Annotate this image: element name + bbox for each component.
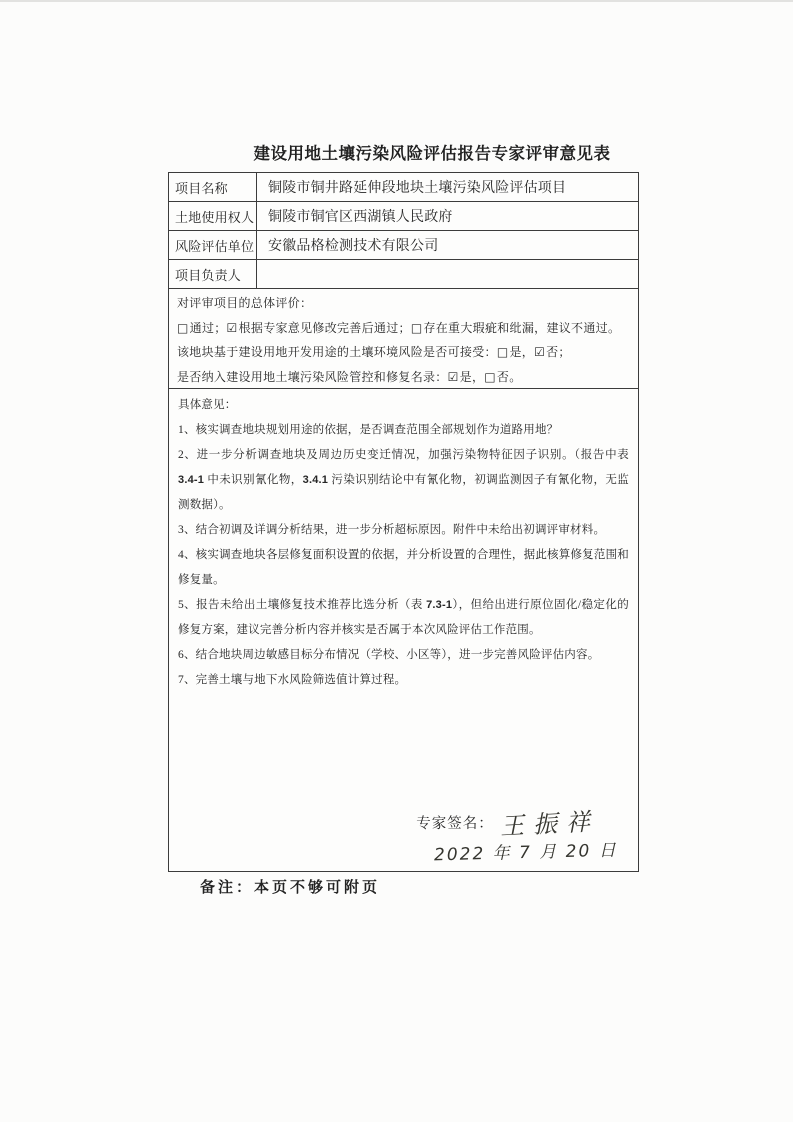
opinion-item: 6、结合地块周边敏感目标分布情况（学校、小区等），进一步完善风险评估内容。 (178, 649, 600, 661)
opinion-item: 5、报告未给出土壤修复技术推荐比选分析（表 7.3-1），但给出进行原位固化/稳定化的修复方案，建议完善分析内容并核实是否属于本次风险评估工作范围。 (178, 599, 629, 636)
signature-block (416, 807, 619, 868)
opinion-item: 4、核实调查地块各层修复面积设置的依据，并分析设置的合理性，据此核算修复范围和修复量。 (178, 549, 629, 586)
checkbox-fail-unchecked-icon: □ (410, 320, 423, 335)
signature-date-handwriting: 2022 年 7 月 20 日 (434, 840, 619, 866)
expert-signature-handwriting: 王振祥 (499, 807, 600, 841)
checkbox-registry-no-unchecked-icon: □ (484, 369, 496, 384)
risk-yes-label: 是， (509, 345, 535, 359)
expert-signature-label: 专家签名： (416, 816, 494, 832)
table-row-land-user (169, 202, 638, 231)
assessment-unit-value: 安徽品格检测技术有限公司 (268, 239, 439, 254)
land-user-label: 土地使用权人 (169, 202, 257, 230)
verdict-option-fail-label: 存在重大瑕疵和纰漏，建议不通过。 (423, 320, 621, 335)
opinion-item: 3、结合初调及详调分析结果，进一步分析超标原因。附件中未给出初调评审材料。 (178, 524, 606, 536)
verdict-option-conditional-pass-label: 根据专家意见修改完善后通过； (238, 320, 411, 335)
table-row-project-name (169, 173, 638, 202)
verdict-option-pass (177, 321, 227, 335)
risk-no-label: 否； (546, 345, 571, 359)
opinions-heading: 具体意见： (178, 399, 237, 411)
opinion-item: 2、进一步分析调查地块及周边历史变迁情况，加强污染物特征因子识别。（报告中表 3.4-1 中未识别氰化物，3.4.1 污染识别结论中有氰化物，初调监测因子有氰化物，无监测数据）。 (178, 449, 629, 511)
opinions-list (178, 418, 629, 693)
footer-note: 备注：本页不够可附页 (200, 880, 381, 896)
risk-acceptable-line (177, 340, 630, 365)
registry-no-label: 否。 (496, 369, 522, 384)
project-leader-label: 项目负责人 (169, 260, 257, 288)
overall-evaluation-cell (169, 289, 638, 389)
land-user-value: 铜陵市铜官区西湖镇人民政府 (268, 210, 453, 225)
overall-verdict-line (177, 316, 630, 341)
opinion-item: 7、完善土壤与地下水风险筛选值计算过程。 (178, 674, 407, 686)
checkbox-risk-yes-unchecked-icon: □ (496, 345, 509, 359)
page-title: 建设用地土壤污染风险评估报告专家评审意见表 (253, 144, 611, 163)
verdict-option-conditional-pass (227, 321, 411, 335)
project-name-value: 铜陵市铜井路延伸段地块土壤污染风险评估项目 (268, 181, 567, 196)
checkbox-pass-unchecked-icon: □ (177, 320, 189, 335)
table-row-assessment-unit (169, 231, 638, 260)
checkbox-risk-no-checked-icon: ☑ (534, 345, 546, 359)
registry-question: 是否纳入建设用地土壤污染风险管控和修复名录： (177, 369, 448, 384)
signature-row (416, 807, 618, 841)
project-name-label: 项目名称 (169, 173, 257, 201)
project-leader-value (257, 260, 638, 288)
verdict-option-fail (411, 321, 620, 335)
overall-evaluation-heading: 对评审项目的总体评价： (177, 296, 313, 310)
registry-yes-label: 是， (459, 369, 485, 384)
registry-inclusion-line (177, 365, 630, 390)
risk-acceptable-question: 该地块基于建设用地开发用途的土壤环境风险是否可接受： (177, 345, 497, 359)
checkbox-conditional-pass-checked-icon: ☑ (226, 320, 238, 335)
checkbox-registry-yes-checked-icon: ☑ (447, 369, 459, 384)
scan-edge-artifact (0, 0, 793, 2)
specific-opinions-cell (169, 389, 638, 871)
review-opinion-table (168, 172, 639, 872)
opinion-item: 1、核实调查地块规划用途的依据，是否调查范围全部规划作为道路用地？ (178, 424, 559, 436)
verdict-option-pass-label: 通过； (189, 320, 227, 335)
assessment-unit-label: 风险评估单位 (169, 231, 257, 259)
table-row-project-leader (169, 260, 638, 289)
